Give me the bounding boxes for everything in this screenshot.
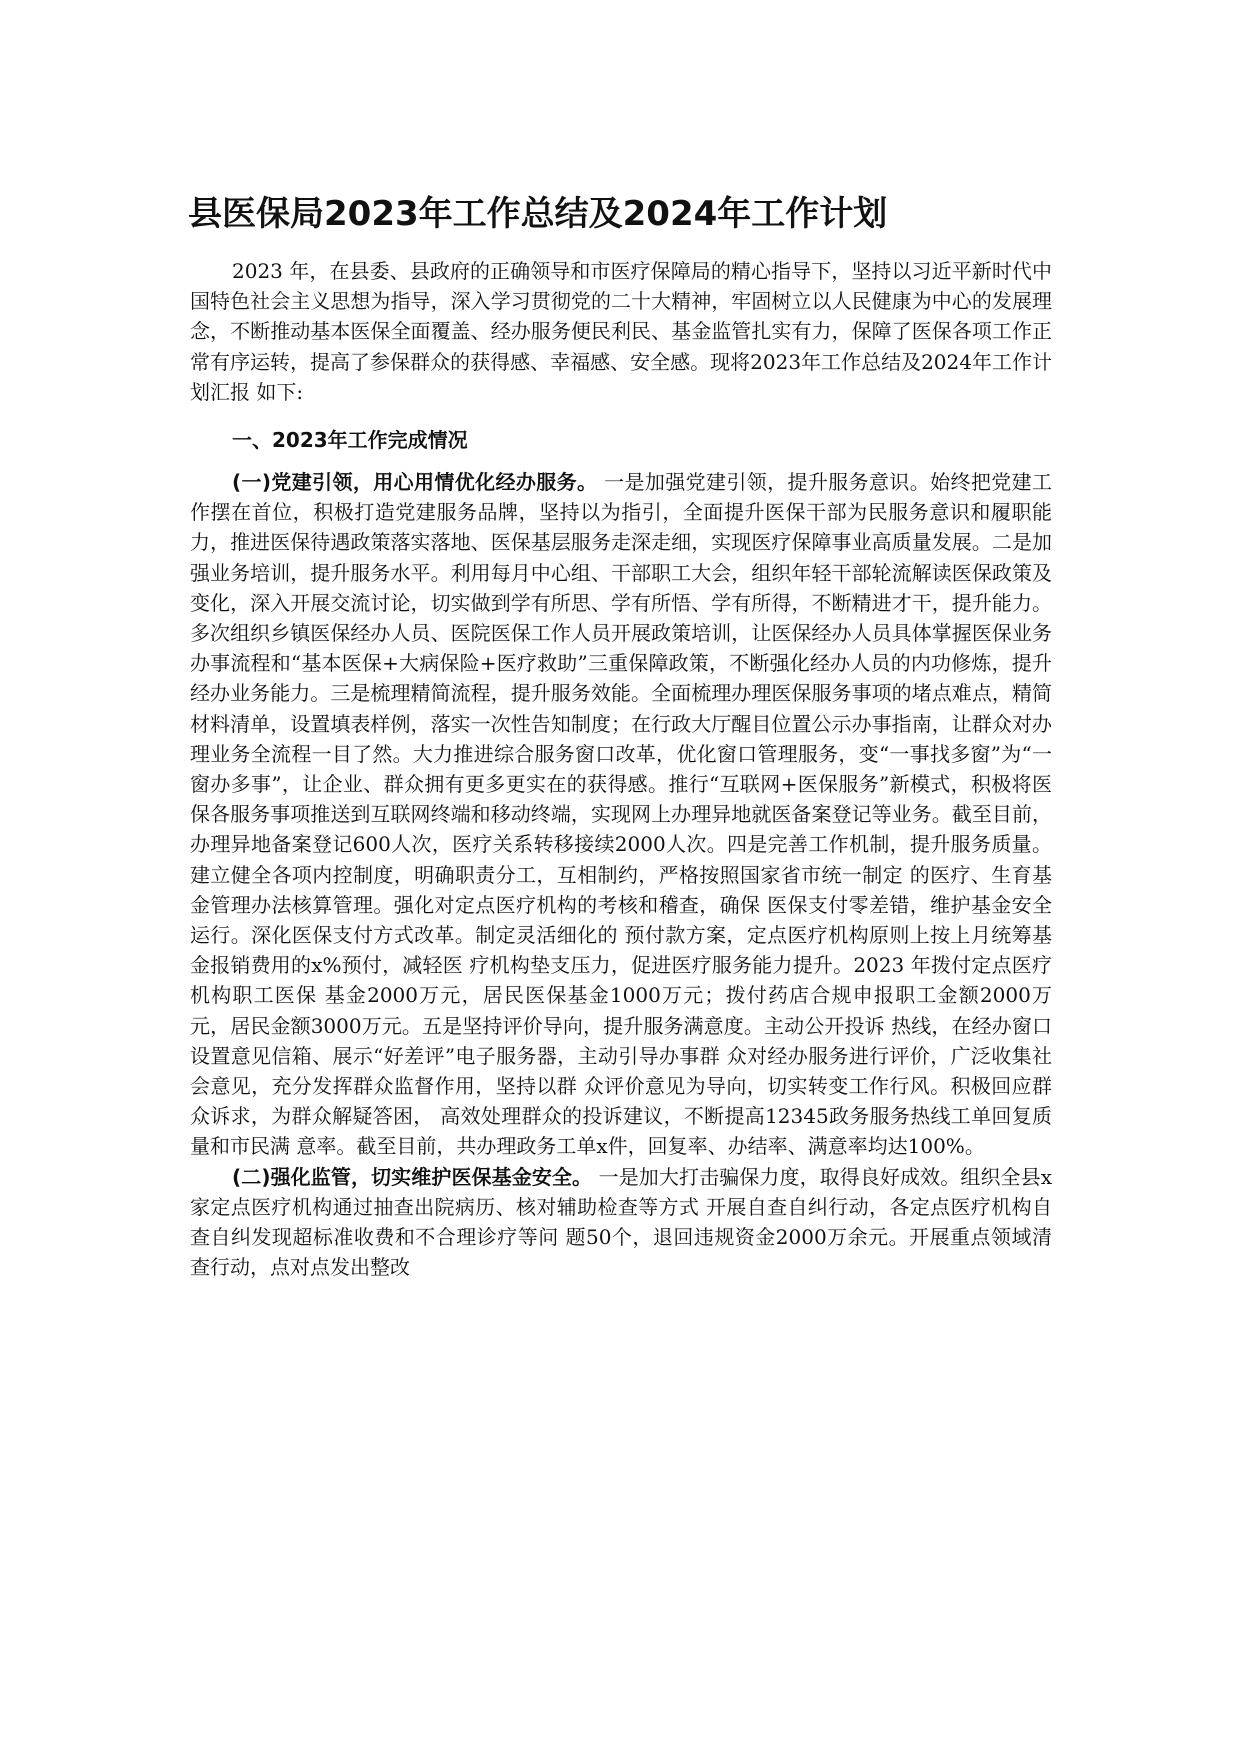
section-paragraph-1 [190,467,1052,1162]
section-paragraph-2 [190,1162,1052,1283]
paragraph-body-2: 一是加大打击骗保力度，取得良好成效。组织全县x家定点医疗机构通过抽查出院病历、核对辅助检查等方式 开展自查自纠行动，各定点医疗机构自查自纠发现超标准收费和不合理诊疗等问 题50个，退回违规资金2000万余元。开展重点领域清查行动，点对点发出整改 [190,1164,1053,1280]
paragraph-body-1: 一是加强党建引领，提升服务意识。始终把党建工作摆在首位，积极打造党建服务品牌，坚持以为指引，全面提升医保干部为民服务意识和履职能力，推进医保待遇政策落实落地、医保基层服务走深走细，实现医疗保障事业高质量发展。二是加强业务培训，提升服务水平。利用每月中心组、干部职工大会，组织年轻干部轮流解读医保政策及变化，深入开展交流讨论，切实做到学有所思、学有所悟、学有所得，不断精进才干，提升能力。多次组织乡镇医保经办人员、医院医保工作人员开展政策培训，让医保经办人员具体掌握医保业务办事流程和“基本医保+大病保险+医疗救助”三重保障政策，不断强化经办人员的内功修炼，提升经办业务能力。三是梳理精简流程，提升服务效能。全面梳理办理医保服务事项的堵点难点，精简材料清单，设置填表样例，落实一次性告知制度；在行政大厅醒目位置公示办事指南，让群众对办理业务全流程一目了然。大力推进综合服务窗口改革，优化窗口管理服务，变“一事找多窗”为“一窗办多事”，让企业、群众拥有更多更实在的获得感。推行“互联网+医保服务”新模式，积极将医保各服务事项推送到互联网终端和移动终端，实现网上办理异地就医备案登记等业务。截至目前，办理异地备案登记600人次，医疗关系转移接续2000人次。四是完善工作机制，提升服务质量。 建立健全各项内控制度，明确职责分工，互相制约，严格按照国家省市统一制定 的医疗、生育基金管理办法核算管理。强化对定点医疗机构的考核和稽查，确保 医保支付零差错，维护基金安全运行。深化医保支付方式改革。制定灵活细化的 预付款方案，定点医疗机构原则上按上月统筹基金报销费用的x%预付，减轻医 疗机构垫支压力，促进医疗服务能力提升。2023 年拨付定点医疗机构职工医保 基金2000万元，居民医保基金1000万元；拨付药店合规申报职工金额2000万 元，居民金额3000万元。五是坚持评价导向，提升服务满意度。主动公开投诉 热线，在经办窗口设置意见信箱、展示“好差评”电子服务器，主动引导办事群 众对经办服务进行评价，广泛收集社会意见，充分发挥群众监督作用，坚持以群 众评价意见为导向，切实转变工作行风。积极回应群众诉求，为群众解疑答困， 高效处理群众的投诉建议，不断提高12345政务服务热线工单回复质量和市民满 意率。截至目前，共办理政务工单x件，回复率、办结率、满意率均达100%。 [190,470,1053,1159]
paragraph-lead-2: (二)强化监管，切实维护医保基金安全。 [232,1164,593,1189]
paragraph-lead-1: (一)党建引领，用心用情优化经办服务。 [232,470,598,495]
document-title: 县医保局2023年工作总结及2024年工作计划 [188,194,888,234]
section-heading: 一、2023年工作完成情况 [232,428,468,453]
intro-paragraph: 2023 年，在县委、县政府的正确领导和市医疗保障局的精心指导下，坚持以习近平新时代中国特色社会主义思想为指导，深入学习贯彻党的二十大精神，牢固树立以人民健康为中心的发展理念，不断推动基本医保全面覆盖、经办服务便民利民、基金监管扎实有力，保障了医保各项工作正常有序运转，提高了参保群众的获得感、幸福感、安全感。现将2023年工作总结及2024年工作计划汇报 如下: [190,259,1052,404]
document-body [190,256,1052,1283]
